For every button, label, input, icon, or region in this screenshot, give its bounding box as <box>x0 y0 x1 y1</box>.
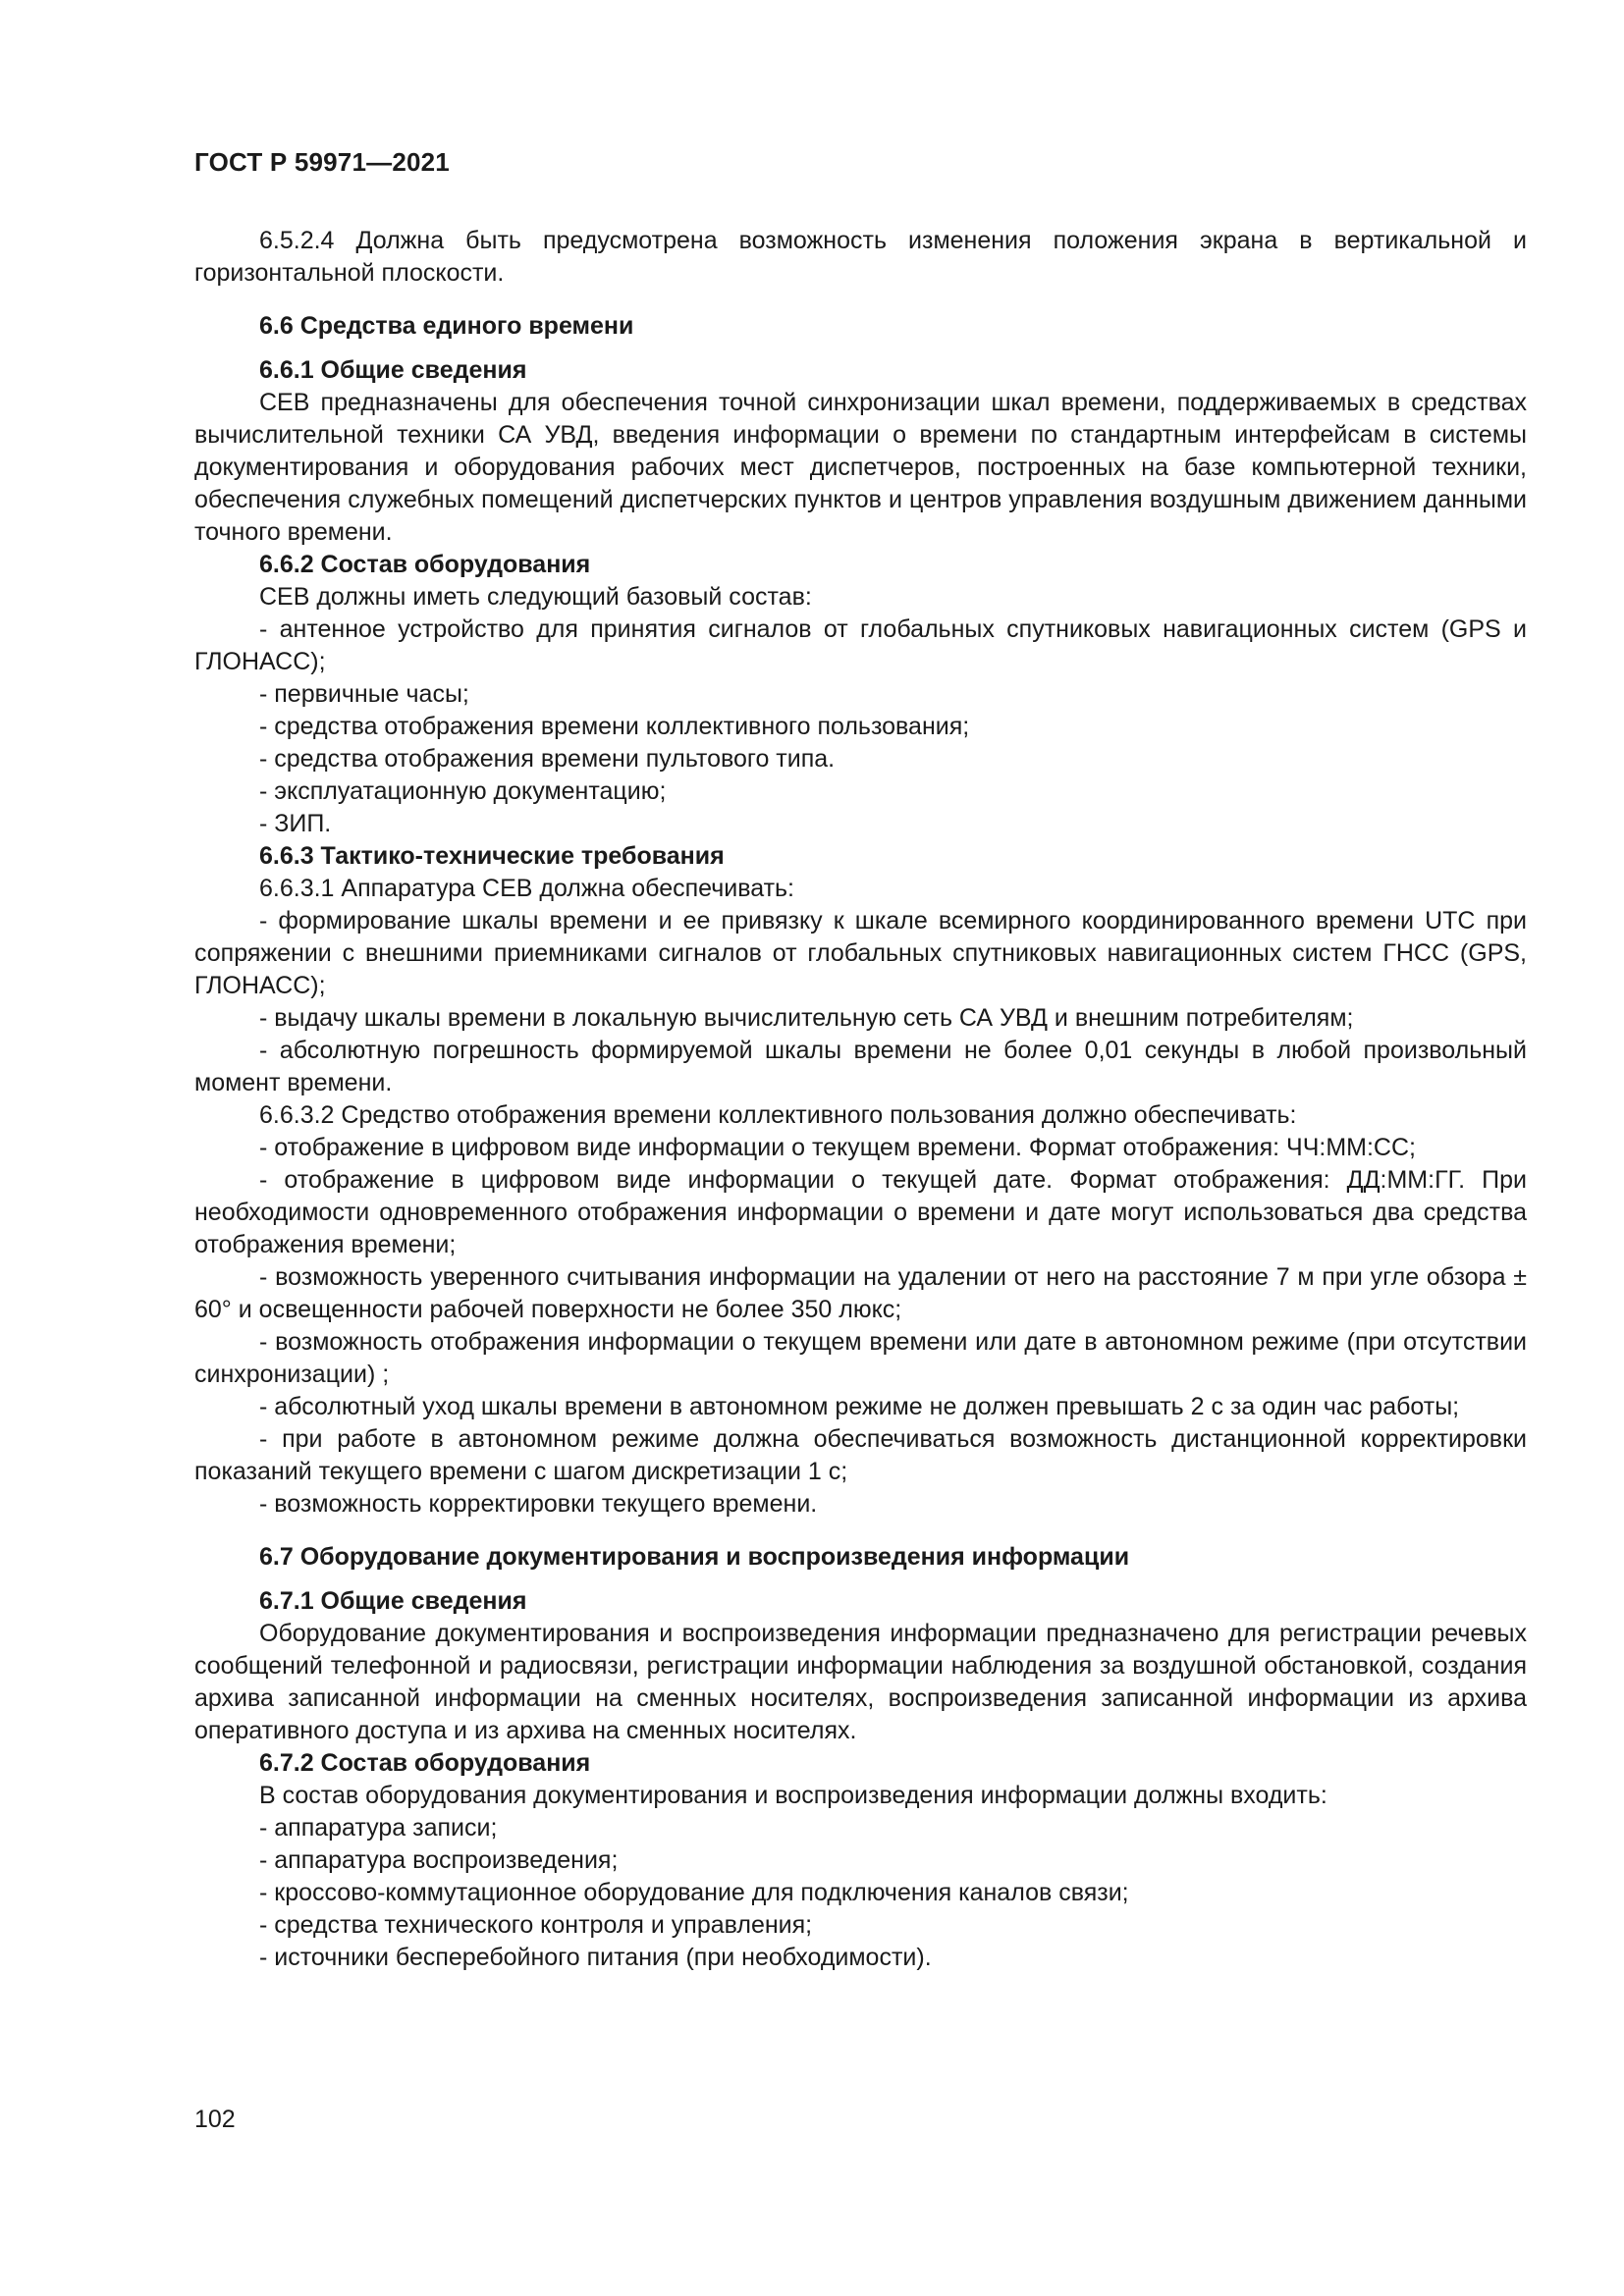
paragraph-6-5-2-4: 6.5.2.4 Должна быть предусмотрена возможность изменения положения экрана в вертикальной и горизонтальной плоскости. <box>194 227 1527 287</box>
paragraph-6-6-2-intro: СЕВ должны иметь следующий базовый состав: <box>259 583 812 611</box>
section-heading-6-6: 6.6 Средства единого времени <box>259 312 634 340</box>
list-item: - ЗИП. <box>259 810 332 837</box>
list-item: - выдачу шкалы времени в локальную вычислительную сеть СА УВД и внешним потребителям; <box>259 1004 1354 1032</box>
list-item: - аппаратура воспроизведения; <box>259 1846 619 1874</box>
list-item: - средства отображения времени коллективного пользования; <box>259 713 970 740</box>
list-item: - средства технического контроля и управления; <box>259 1911 813 1939</box>
list-item: - абсолютный уход шкалы времени в автономном режиме не должен превышать 2 с за один час работы; <box>259 1393 1460 1420</box>
section-heading-6-7: 6.7 Оборудование документирования и воспроизведения информации <box>259 1543 1130 1571</box>
subsection-heading-6-7-1: 6.7.1 Общие сведения <box>259 1587 527 1615</box>
list-item: - кроссово-коммутационное оборудование для подключения каналов связи; <box>259 1879 1129 1906</box>
paragraph-6-6-3-1: 6.6.3.1 Аппаратура СЕВ должна обеспечивать: <box>259 875 794 902</box>
list-item: - антенное устройство для принятия сигналов от глобальных спутниковых навигационных систем (GPS и ГЛОНАСС); <box>194 615 1527 675</box>
paragraph-6-7-1-text: Оборудование документирования и воспроизведения информации предназначено для регистрации речевых сообщений телефонной и радиосвязи, регистрации информации наблюдения за воздушной обстановкой, создания архива записанной информации на сменных носителях, воспроизведения записанной информации из архива оперативного доступа и из архива на сменных носителях. <box>194 1620 1527 1744</box>
paragraph-6-6-1-text: СЕВ предназначены для обеспечения точной синхронизации шкал времени, поддерживаемых в средствах вычислительной техники СА УВД, введения информации о времени по стандартным интерфейсам в системы документирования и оборудования рабочих мест диспетчеров, построенных на базе компьютерной техники, обеспечения служебных помещений диспетчерских пунктов и центров управления воздушным движением данными точного времени. <box>194 389 1527 546</box>
list-item: - аппаратура записи; <box>259 1814 498 1842</box>
page-number: 102 <box>194 2106 236 2133</box>
paragraph-6-7-2-intro: В состав оборудования документирования и воспроизведения информации должны входить: <box>259 1782 1327 1809</box>
list-item: - эксплуатационную документацию; <box>259 777 667 805</box>
document-code-header: ГОСТ Р 59971—2021 <box>194 147 450 177</box>
list-item: - возможность корректировки текущего времени. <box>259 1490 818 1518</box>
subsection-heading-6-6-1: 6.6.1 Общие сведения <box>259 356 527 384</box>
list-item: - отображение в цифровом виде информации о текущем времени. Формат отображения: ЧЧ:ММ:СС; <box>259 1134 1416 1161</box>
subsection-heading-6-6-2: 6.6.2 Состав оборудования <box>259 551 591 578</box>
paragraph-6-6-3-2: 6.6.3.2 Средство отображения времени коллективного пользования должно обеспечивать: <box>259 1101 1297 1129</box>
list-item: - отображение в цифровом виде информации о текущей дате. Формат отображения: ДД:ММ:ГГ. При необходимости одновременного отображения информации о времени и дате могут использоваться два средства отображения времени; <box>194 1166 1527 1258</box>
list-item: - возможность уверенного считывания информации на удалении от него на расстояние 7 м при угле обзора ± 60° и освещенности рабочей поверхности не более 350 люкс; <box>194 1263 1527 1323</box>
list-item: - формирование шкалы времени и ее привязку к шкале всемирного координированного времени UTC при сопряжении с внешними приемниками сигналов от глобальных спутниковых навигационных систем ГНСС (GPS, ГЛОНАСС); <box>194 907 1527 999</box>
subsection-heading-6-6-3: 6.6.3 Тактико-технические требования <box>259 842 725 870</box>
list-item: - возможность отображения информации о текущем времени или дате в автономном режиме (при отсутствии синхронизации) ; <box>194 1328 1527 1388</box>
list-item: - источники бесперебойного питания (при необходимости). <box>259 1944 932 1971</box>
list-item: - при работе в автономном режиме должна обеспечиваться возможность дистанционной корректировки показаний текущего времени с шагом дискретизации 1 с; <box>194 1425 1527 1485</box>
subsection-heading-6-7-2: 6.7.2 Состав оборудования <box>259 1749 591 1777</box>
document-body <box>194 225 1527 1974</box>
list-item: - абсолютную погрешность формируемой шкалы времени не более 0,01 секунды в любой произвольный момент времени. <box>194 1037 1527 1096</box>
list-item: - первичные часы; <box>259 680 469 708</box>
list-item: - средства отображения времени пультового типа. <box>259 745 836 773</box>
